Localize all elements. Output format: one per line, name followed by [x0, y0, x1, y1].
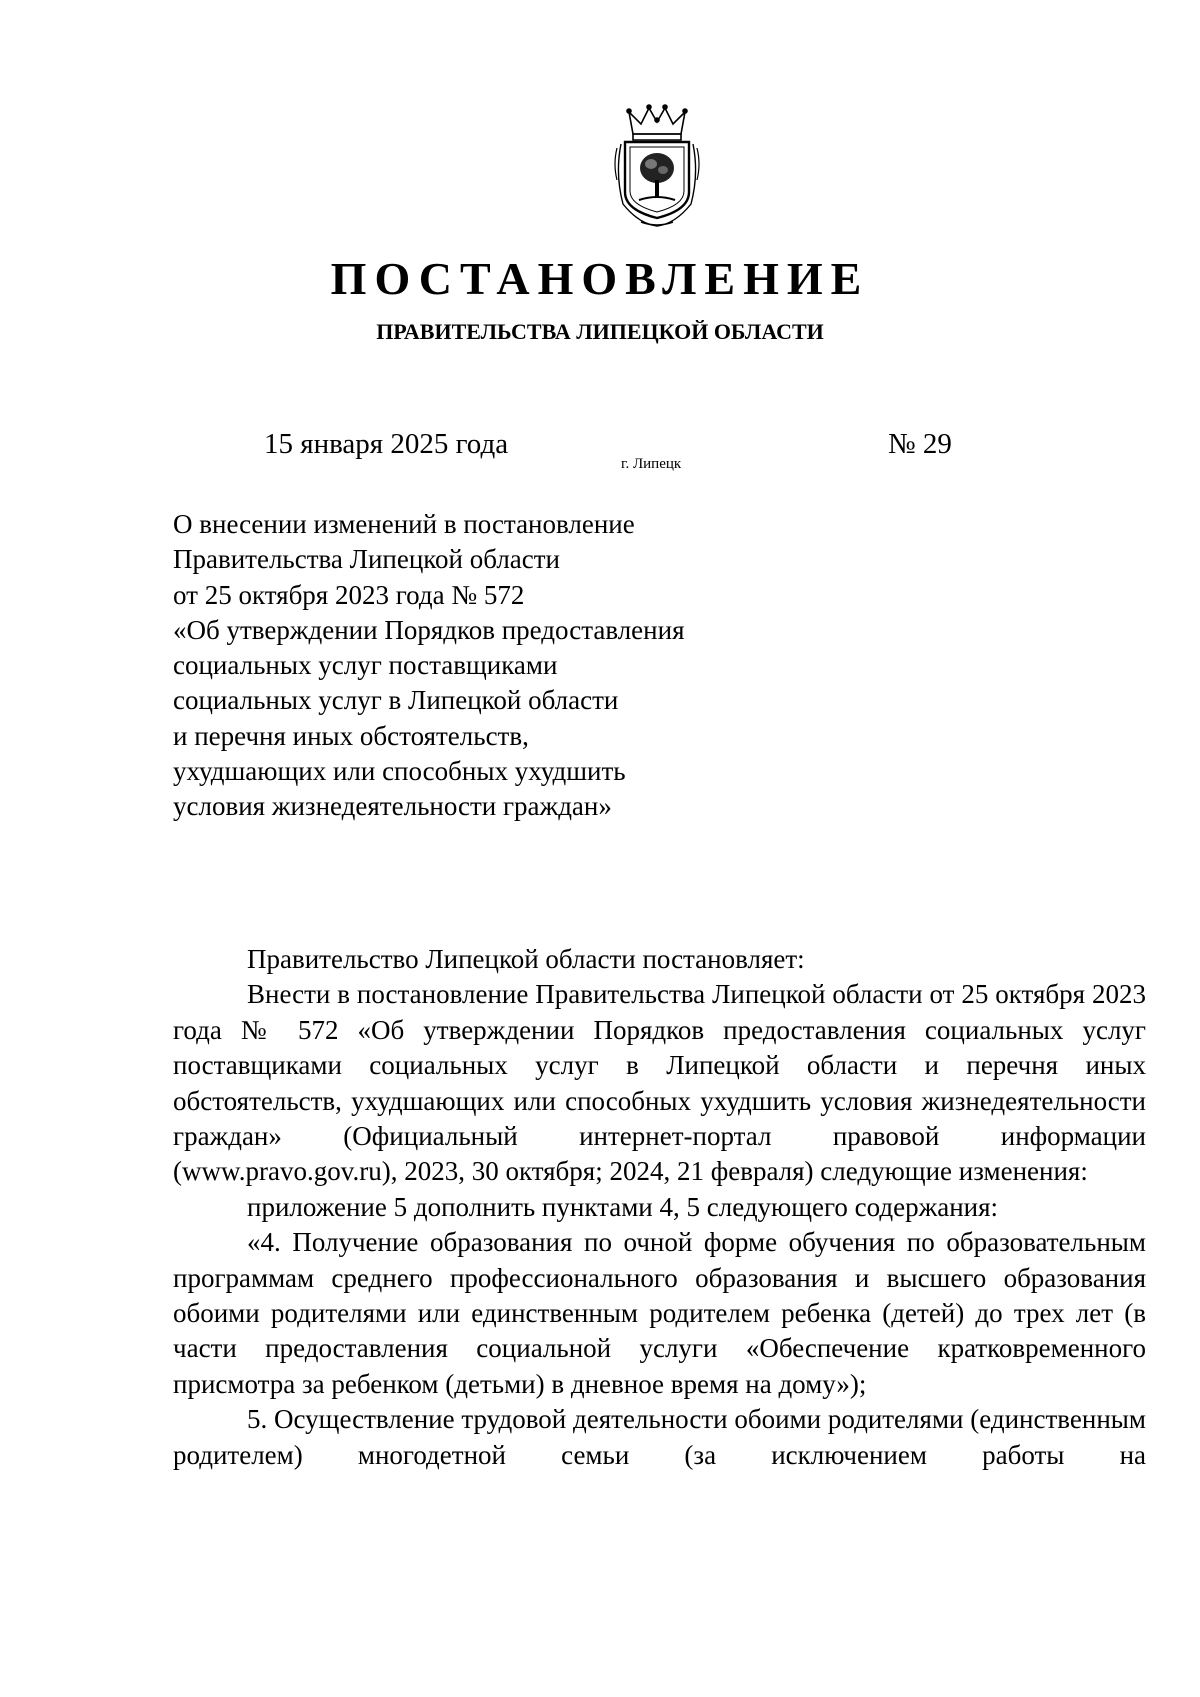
subject-line: условия жизнедеятельности граждан»: [173, 791, 612, 822]
document-number: № 29: [888, 428, 952, 460]
body-paragraph: Внести в постановление Правительства Липецкой области от 25 октября 2023 года № 572 «Об утверждении Порядков предоставления социальных услуг поставщиками социальных услуг в Липецкой области и перечня иных обстоятельств, ухудшающих или способных ухудшить условия жизнедеятельности граждан» (Официальный интернет-портал правовой информации (www.pravo.gov.ru), 2023, 30 октября; 2024, 21 февраля) следующие изменения:: [173, 979, 1146, 1187]
subject-line: ухудшающих или способных ухудшить: [173, 756, 626, 787]
subject-line: «Об утверждении Порядков предоставления: [173, 614, 685, 645]
document-subtitle: ПРАВИТЕЛЬСТВА ЛИПЕЦКОЙ ОБЛАСТИ: [376, 319, 824, 344]
document-body: [173, 942, 1146, 1473]
document-title: ПОСТАНОВЛЕНИЕ: [330, 253, 870, 304]
subject-line: Правительства Липецкой области: [173, 544, 561, 575]
subject-line: от 25 октября 2023 года № 572: [173, 579, 525, 610]
tree-icon: [639, 153, 675, 200]
document-date: 15 января 2025 года: [264, 428, 509, 460]
body-paragraph: «4. Получение образования по очной форме обучения по образовательным программам среднего профессионального образования и высшего образования обоими родителями или единственным родителем ребенка (детей) до трех лет (в части предоставления социальной услуги «Обеспечение кратковременного присмотра за ребенком (детьми) в дневное время на дому»);: [173, 1227, 1146, 1399]
body-paragraph: приложение 5 дополнить пунктами 4, 5 следующего содержания:: [247, 1191, 999, 1222]
subject-line: и перечня иных обстоятельств,: [173, 720, 529, 751]
coat-of-arms-emblem: [611, 104, 703, 228]
document-subject: [173, 507, 684, 825]
body-paragraph: 5. Осуществление трудовой деятельности обоими родителями (единственным родителем) многодетной семьи (за исключением работы на: [173, 1404, 1146, 1470]
subject-line: О внесении изменений в постановление: [173, 509, 635, 539]
document-city: г. Липецк: [621, 456, 682, 472]
subject-line: социальных услуг в Липецкой области: [173, 685, 619, 716]
body-paragraph: Правительство Липецкой области постановляет:: [247, 944, 805, 974]
crown-icon: [627, 105, 687, 140]
subject-line: социальных услуг поставщиками: [173, 650, 558, 681]
